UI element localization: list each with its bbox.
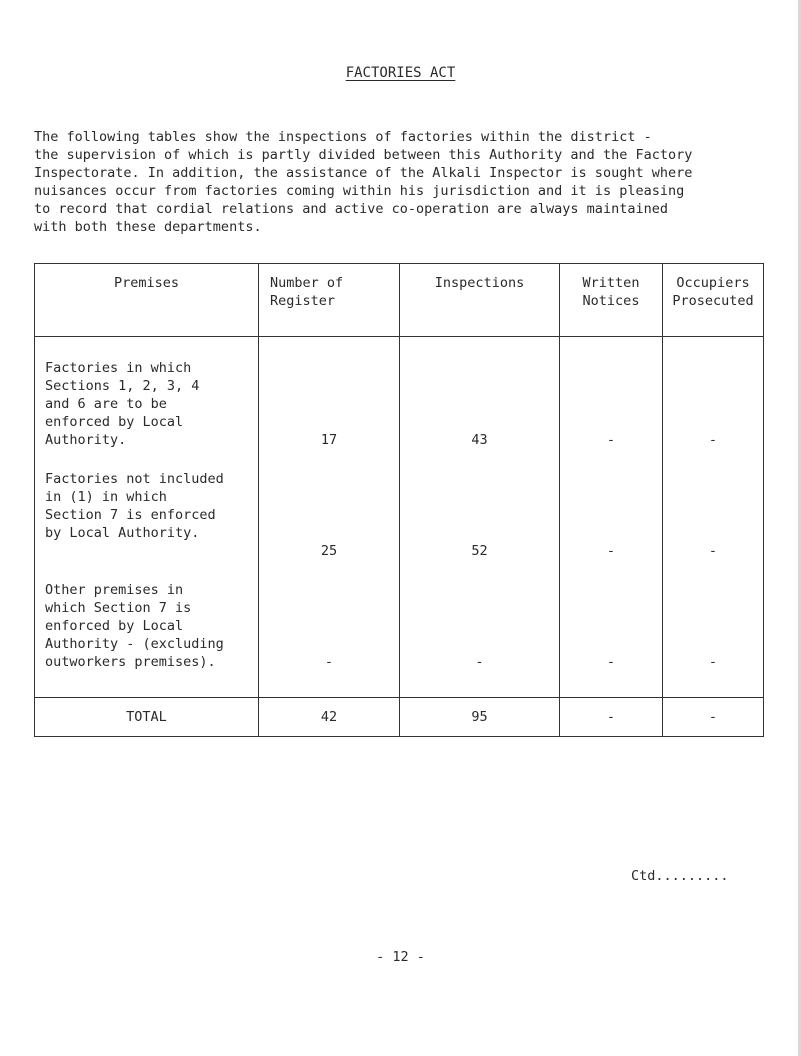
intro-line: to record that cordial relations and active co-operation are always maintained [34,201,668,217]
premises-label: Other premises in which Section 7 is enforced by Local Authority - (excluding outworkers premises). [45,582,224,670]
inspections-value: 52 [471,543,488,559]
register-value: 17 [320,432,338,448]
inspections-table [34,263,764,737]
intro-line: nuisances occur from factories coming within his jurisdiction and it is pleasing [34,183,685,199]
header-premises: Premises [35,264,259,337]
register-value: 25 [320,543,338,559]
page-title: FACTORIES ACT [345,65,456,81]
inspections-value: - [475,654,484,670]
intro-line: Inspectorate. In addition, the assistance of the Alkali Inspector is sought where [34,165,693,181]
total-register: 42 [259,698,400,737]
notices-column [560,337,663,698]
header-number-of-register: Number of Register [259,264,400,337]
intro-line: with both these departments. [34,219,262,235]
header-occupiers-prosecuted: Occupiers Prosecuted [663,264,764,337]
prosecuted-value: - [708,543,718,559]
header-inspections: Inspections [400,264,560,337]
total-prosecuted: - [663,698,764,737]
intro-line: the supervision of which is partly divided between this Authority and the Factory [34,147,693,163]
table-body-row [35,337,764,698]
inspections-column [400,337,560,698]
notices-value: - [606,543,616,559]
intro-paragraph [34,128,774,236]
page-number: - 12 - [376,949,425,965]
prosecuted-column [663,337,764,698]
premises-column [35,337,259,698]
register-column [259,337,400,698]
table-header-row [35,264,764,337]
intro-line: The following tables show the inspections of factories within the district - [34,129,652,145]
register-value: - [324,654,334,670]
total-notices: - [560,698,663,737]
notices-value: - [606,654,616,670]
inspections-value: 43 [471,432,488,448]
prosecuted-value: - [708,654,718,670]
total-label: TOTAL [35,698,259,737]
total-inspections: 95 [400,698,560,737]
header-written-notices: Written Notices [560,264,663,337]
total-row [35,698,764,737]
notices-value: - [606,432,616,448]
continued-note: Ctd......... [631,868,729,884]
prosecuted-value: - [708,432,718,448]
premises-label: Factories not included in (1) in which Section 7 is enforced by Local Authority. [45,471,224,541]
premises-label: Factories in which Sections 1, 2, 3, 4 and 6 are to be enforced by Local Authority. [45,360,200,448]
